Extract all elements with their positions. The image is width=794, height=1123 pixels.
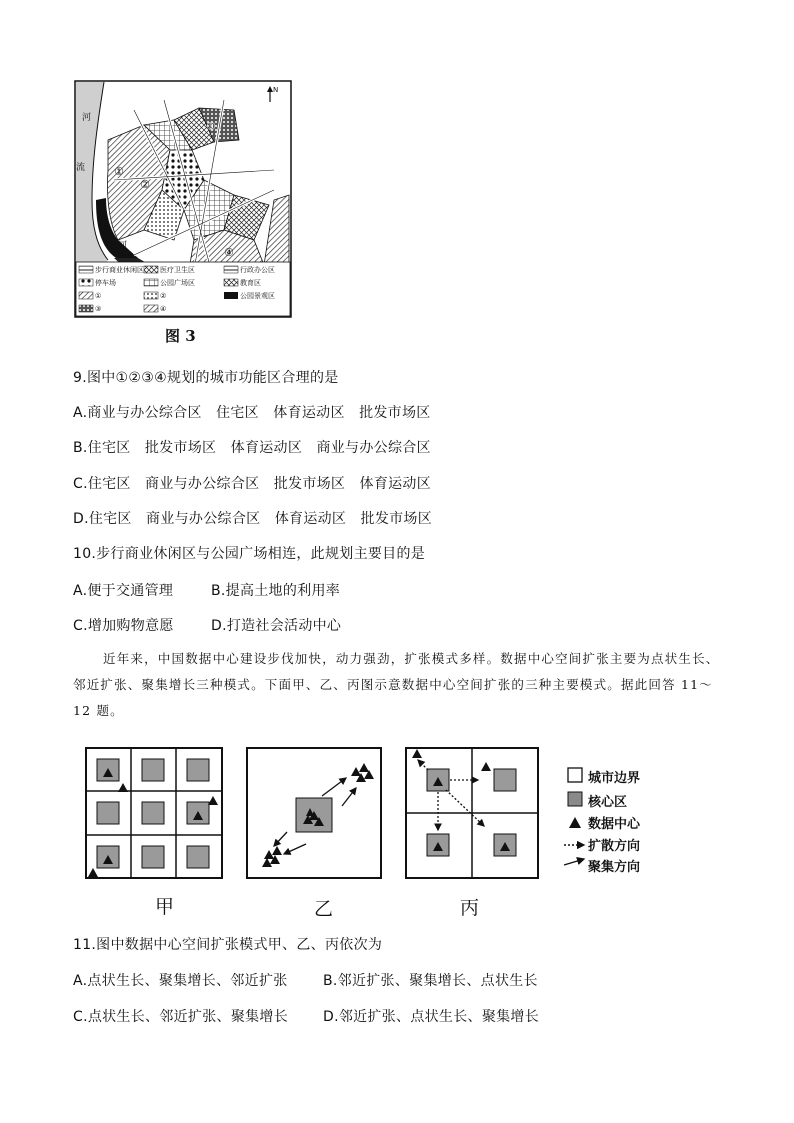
q9-option-c[interactable]: C.住宅区 商业与办公综合区 批发市场区 体育运动区 (73, 476, 432, 492)
legend-city-boundary: 城市边界 (588, 771, 641, 786)
intro-text: 近年来，中国数据中心建设步伐加快，动力强劲，扩张模式多样。数据中心空间扩张主要为点状生长、邻近扩张、聚集增长三种模式。下面甲、乙、丙图示意数据中心空间扩张的三种主要模式。据此回答 11～12 题。 (73, 651, 720, 718)
data-center-icon (569, 817, 581, 828)
q9-option-d[interactable]: D.住宅区 商业与办公综合区 体育运动区 批发市场区 (73, 511, 433, 527)
svg-text:③: ③ (95, 305, 102, 313)
core-area-icon (568, 792, 582, 806)
zone-number-2: ② (140, 178, 150, 191)
legend-core-area: 核心区 (588, 795, 628, 810)
legend-data-center: 数据中心 (588, 817, 641, 832)
svg-text:①: ① (95, 292, 102, 300)
label-yi: 乙 (314, 898, 334, 920)
diagram-yi (247, 748, 381, 878)
intro-paragraph (73, 646, 723, 724)
legend-aggregation: 聚集方向 (588, 860, 641, 875)
svg-text:河: 河 (118, 241, 128, 251)
zone-number-1: ① (114, 165, 124, 178)
q10-option-b[interactable]: B.提高土地的利用率 (211, 583, 341, 599)
figure3-caption: 图 3 (165, 327, 196, 345)
label-bing: 丙 (460, 897, 480, 919)
figure3-map (74, 80, 294, 320)
svg-text:行政办公区: 行政办公区 (240, 266, 275, 274)
expansion-legend (564, 768, 584, 865)
svg-text:④: ④ (160, 305, 167, 313)
label-jia: 甲 (155, 896, 175, 918)
aggregation-arrow-icon (564, 859, 584, 865)
svg-text:②: ② (160, 292, 167, 300)
q10-option-c[interactable]: C.增加购物意愿 (73, 618, 174, 634)
q10-stem: 10.步行商业休闲区与公园广场相连，此规划主要目的是 (73, 546, 426, 562)
diagram-bing (406, 748, 538, 878)
city-boundary-icon (568, 768, 582, 782)
svg-text:公园广场区: 公园广场区 (160, 279, 195, 287)
q11-option-c[interactable]: C.点状生长、邻近扩张、聚集增长 (73, 1009, 289, 1025)
zone-number-4: ④ (224, 246, 234, 259)
svg-text:公园景观区: 公园景观区 (240, 292, 275, 300)
svg-text:步行商业休闲区: 步行商业休闲区 (95, 266, 144, 274)
diagram-jia (86, 748, 222, 878)
svg-text:流: 流 (76, 163, 86, 173)
q11-option-a[interactable]: A.点状生长、聚集增长、邻近扩张 (73, 973, 288, 989)
svg-text:停车场: 停车场 (95, 279, 116, 287)
q11-option-b[interactable]: B.邻近扩张、聚集增长、点状生长 (323, 973, 538, 989)
q9-stem: 9.图中①②③④规划的城市功能区合理的是 (73, 370, 339, 386)
expansion-figure (84, 746, 664, 886)
legend-diffusion: 扩散方向 (588, 839, 641, 854)
q11-stem: 11.图中数据中心空间扩张模式甲、乙、丙依次为 (73, 937, 383, 953)
q9-option-b[interactable]: B.住宅区 批发市场区 体育运动区 商业与办公综合区 (73, 440, 431, 456)
zone-number-3: ③ (206, 120, 216, 133)
svg-text:N: N (273, 86, 279, 94)
svg-text:教育区: 教育区 (240, 279, 261, 287)
q11-option-d[interactable]: D.邻近扩张、点状生长、聚集增长 (323, 1009, 540, 1025)
svg-text:医疗卫生区: 医疗卫生区 (160, 266, 195, 274)
svg-text:河: 河 (82, 113, 92, 123)
q9-option-a[interactable]: A.商业与办公综合区 住宅区 体育运动区 批发市场区 (73, 405, 431, 421)
q10-option-d[interactable]: D.打造社会活动中心 (211, 618, 342, 634)
q10-option-a[interactable]: A.便于交通管理 (73, 583, 174, 599)
